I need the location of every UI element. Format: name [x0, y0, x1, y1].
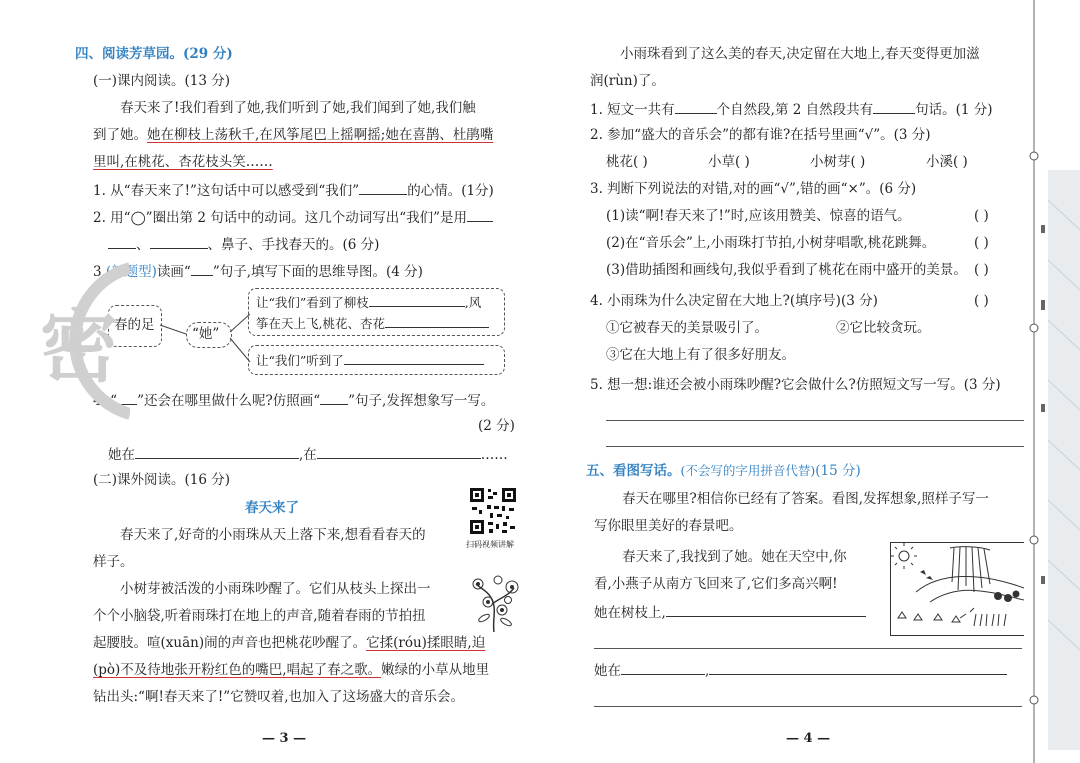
- mindmap-top-line2: 筝在天上飞,桃花、杏花: [256, 313, 489, 333]
- r-q2: 2. 参加“盛大的音乐会”的都有谁?在括号里画“√”。(3 分): [590, 127, 931, 143]
- s5-blank-2[interactable]: [621, 660, 705, 675]
- passage2-line4: 个个小脑袋,听着雨珠打在地上的声音,随着春雨的节拍扭: [93, 608, 426, 624]
- r-q5-answer-line-1[interactable]: [606, 420, 1026, 421]
- r-q1-blank-b[interactable]: [873, 99, 915, 114]
- s5-example-line2: 看,小燕子从南方飞回来了,它们多高兴啊!: [594, 576, 838, 592]
- right-page: [540, 0, 1080, 763]
- q1-blank[interactable]: [359, 180, 407, 195]
- q2-line1: 2. 用“◯”圈出第 2 句话中的动词。这几个动词写出“我们”是用: [93, 207, 493, 227]
- r-q1: 1. 短文一共有 个自然段,第 2 自然段共有 句话。(1 分): [590, 99, 993, 119]
- q2-line2: 、 、鼻子、手找春天的。(6 分): [108, 234, 379, 254]
- passage2-line3: 小树芽被活泼的小雨珠吵醒了。它们从枝头上探出一: [120, 581, 431, 597]
- q3: 3.(新题型)读画“ ”句子,填写下面的思维导图。(4 分): [93, 261, 423, 281]
- passage1-line3: 里叫,在桃花、杏花枝头笑……: [93, 154, 273, 170]
- r-q4-paren[interactable]: ( ): [974, 293, 989, 309]
- passage2-line5: 起腰肢。喧(xuān)闹的声音也把桃花吵醒了。它揉(róu)揉眼睛,迫: [93, 635, 486, 651]
- r-q3-item-1: (1)读“啊!春天来了!”时,应该用赞美、惊喜的语气。: [606, 208, 911, 224]
- mindmap-connectors: [158, 300, 254, 380]
- page-number-right: — 4 —: [786, 731, 831, 746]
- s5-example-line1: 春天来了,我找到了她。她在天空中,你: [622, 549, 847, 565]
- r-q3-paren-1[interactable]: ( ): [974, 208, 989, 224]
- passage1-line1: 春天来了!我们看到了她,我们听到了她,我们闻到了她,我们触: [120, 100, 476, 116]
- q2-blank-c[interactable]: [150, 234, 208, 249]
- s5-intro-line1: 春天在哪里?相信你已经有了答案。看图,发挥想象,照样子写一: [622, 491, 989, 507]
- r-q3-paren-3[interactable]: ( ): [974, 262, 989, 278]
- passage2-line2: 样子。: [93, 554, 134, 570]
- qr-code-icon[interactable]: [468, 486, 518, 536]
- q4-answer-line: 她在 ,在 ……: [108, 444, 508, 464]
- s5-blank-1[interactable]: [666, 602, 866, 617]
- q2-blank-a[interactable]: [467, 207, 493, 222]
- section5-heading: 五、看图写话。(不会写的字用拼音代替)(15 分): [586, 463, 861, 479]
- mindmap-blank-3[interactable]: [344, 350, 484, 365]
- passage2-line1: 春天来了,好奇的小雨珠从天上落下来,想看看春天的: [120, 527, 426, 543]
- q4-blank-a[interactable]: [135, 444, 299, 459]
- watermark-stamp: [22, 262, 130, 420]
- qr-caption: 扫码视频讲解: [466, 540, 514, 549]
- s5-line1: 她在树枝上,: [594, 602, 866, 622]
- s5-answer-line-1[interactable]: [594, 648, 1022, 649]
- mindmap-top-line1: 让“我们”看到了柳枝 ,风: [256, 292, 481, 312]
- mindmap-blank-1[interactable]: [369, 292, 465, 307]
- mindmap-center-label: “她”: [192, 326, 220, 342]
- passage-end-line1: 小雨珠看到了这么美的春天,决定留在大地上,春天变得更加滋: [620, 46, 980, 62]
- passage2-line7: 钻出头:“啊!春天来了!”它赞叹着,也加入了这场盛大的音乐会。: [93, 689, 464, 705]
- stamp-text: 密: [40, 303, 119, 393]
- binding-edge: [1024, 0, 1080, 763]
- q2-blank-b[interactable]: [108, 234, 136, 249]
- q4: 4. “ ”还会在哪里做什么呢?仿照画“ ”句子,发挥想象写一写。: [93, 390, 494, 410]
- r-q5: 5. 想一想:谁还会被小雨珠吵醒?它会做什么?仿照短文写一写。(3 分): [590, 377, 1001, 393]
- section4-heading: 四、阅读芳草园。(29 分): [75, 46, 233, 62]
- r-q1-blank-a[interactable]: [675, 99, 717, 114]
- s5-line2: 她在 ,: [594, 660, 1007, 680]
- mindmap-left-label: 春的足: [114, 317, 155, 333]
- spring-scene-illustration: [890, 542, 1026, 636]
- r-q4-option-1: ①它被春天的美景吸引了。: [606, 320, 768, 336]
- r-q5-answer-line-2[interactable]: [606, 446, 1026, 447]
- r-q4-option-2: ②它比较贪玩。: [836, 320, 931, 336]
- r-q3-item-2: (2)在“音乐会”上,小雨珠打节拍,小树芽唱歌,桃花跳舞。: [606, 235, 936, 251]
- r-q2-option-2[interactable]: 小草( ): [708, 154, 750, 170]
- r-q4: 4. 小雨珠为什么决定留在大地上?(填序号)(3 分): [590, 293, 878, 309]
- r-q3-item-3: (3)借助插图和画线句,我似乎看到了桃花在雨中盛开的美景。: [606, 262, 967, 278]
- r-q4-option-3: ③它在大地上有了很多好朋友。: [606, 347, 795, 363]
- part2-title: (二)课外阅读。(16 分): [93, 472, 231, 488]
- peach-blossom-illustration: [468, 572, 520, 634]
- r-q2-option-4[interactable]: 小溪( ): [926, 154, 968, 170]
- part1-title: (一)课内阅读。(13 分): [93, 73, 231, 89]
- story-title: 春天来了: [245, 500, 299, 516]
- r-q3-paren-2[interactable]: ( ): [974, 235, 989, 251]
- mindmap-blank-2[interactable]: [385, 313, 489, 328]
- mindmap-bottom-line: 让“我们”听到了: [256, 350, 484, 370]
- page-number-left: — 3 —: [262, 731, 307, 746]
- r-q2-option-1[interactable]: 桃花( ): [606, 154, 648, 170]
- q1: 1. 从“春天来了!”这句话中可以感受到“我们” 的心情。(1分): [93, 180, 494, 200]
- s5-answer-line-2[interactable]: [594, 706, 1022, 707]
- passage1-line2: 到了她。她在柳枝上荡秋千,在风筝尾巴上摇啊摇;她在喜鹊、杜鹃嘴: [93, 127, 494, 143]
- r-q3: 3. 判断下列说法的对错,对的画“√”,错的画“×”。(6 分): [590, 181, 917, 197]
- r-q2-option-3[interactable]: 小树芽( ): [810, 154, 866, 170]
- passage-end-line2: 润(rùn)了。: [590, 73, 665, 89]
- q4-blank-b[interactable]: [317, 444, 481, 459]
- q4-score: (2 分): [478, 418, 515, 434]
- s5-blank-3[interactable]: [709, 660, 1007, 675]
- s5-intro-line2: 写你眼里美好的春景吧。: [594, 518, 743, 534]
- passage2-line6: (pò)不及待地张开粉红色的嘴巴,唱起了春之歌。嫩绿的小草从地里: [93, 662, 490, 678]
